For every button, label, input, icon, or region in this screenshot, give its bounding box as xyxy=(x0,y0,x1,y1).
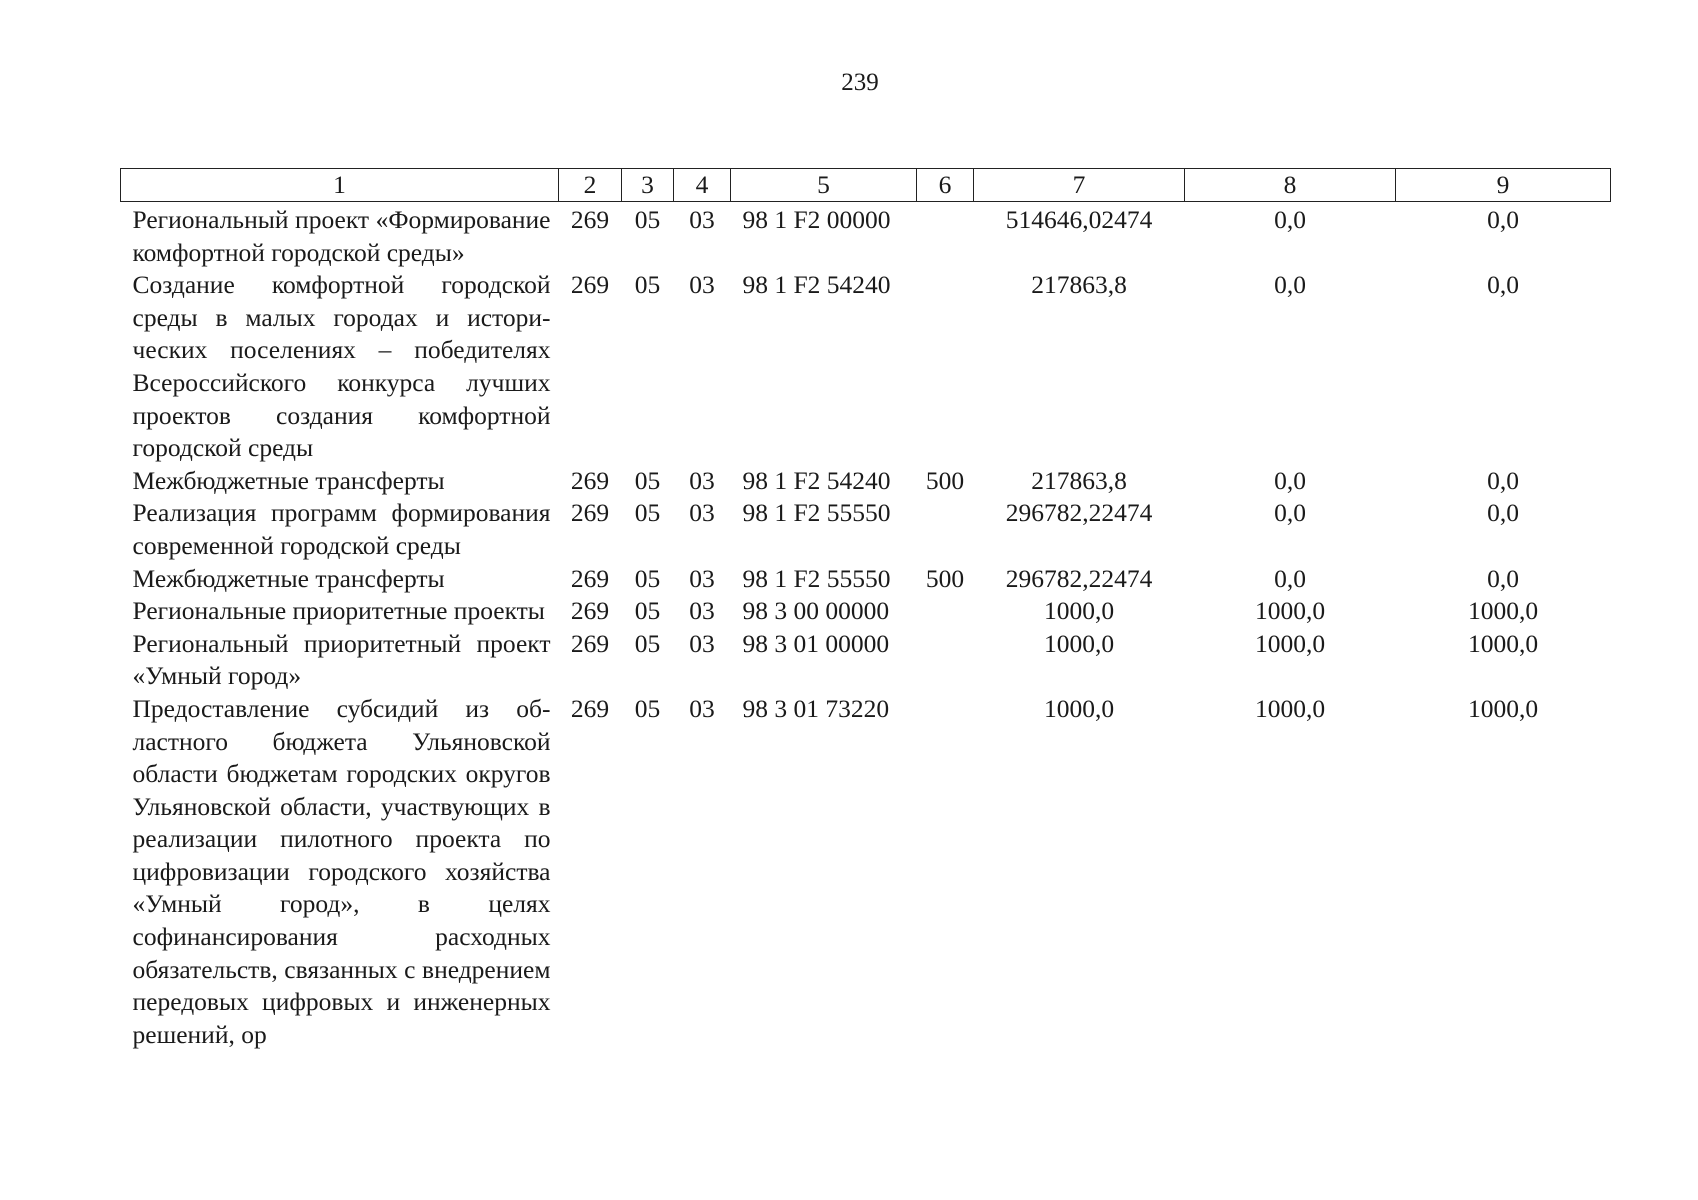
cell-col4: 03 xyxy=(689,563,715,593)
cell-col9: 0,0 xyxy=(1487,498,1519,528)
column-header-4: 4 xyxy=(674,169,731,202)
cell-col8: 1000,0 xyxy=(1254,693,1326,723)
row-name: Предоставление субсидий из областного бюджета Ульяновской области бюджетам городских округов Ульяновской области, участвующих в реализации пилотного проекта по цифровизации городского хозяйства «Умный город», в целях софинансирования расходных обязательств, связанных с внедрением передовых цифровых и инженерных решений, ор xyxy=(132,693,551,1049)
cell-col6: 500 xyxy=(925,465,965,495)
cell-col5: 98 3 00 00000 xyxy=(742,596,890,626)
cell-col3: 05 xyxy=(634,563,661,593)
table-row xyxy=(121,595,1611,628)
cell-col9: 1000,0 xyxy=(1467,693,1539,723)
cell-col5: 98 1 F2 54240 xyxy=(742,270,891,300)
cell-col5: 98 1 F2 00000 xyxy=(742,205,891,234)
cell-col3: 05 xyxy=(634,465,661,495)
cell-col7: 296782,22474 xyxy=(1005,563,1153,593)
column-header-2: 2 xyxy=(559,169,622,202)
row-name: Региональные приоритетные проекты xyxy=(132,596,545,626)
cell-col5: 98 1 F2 55550 xyxy=(742,498,891,528)
table-row xyxy=(121,497,1611,562)
cell-col6 xyxy=(917,497,974,562)
cell-col9: 0,0 xyxy=(1487,563,1519,593)
cell-col5: 98 1 F2 54240 xyxy=(742,465,891,495)
cell-col9: 0,0 xyxy=(1487,465,1519,495)
cell-col3: 05 xyxy=(634,205,661,234)
cell-col7: 1000,0 xyxy=(1043,628,1115,658)
cell-col3: 05 xyxy=(634,270,661,300)
cell-col4: 03 xyxy=(689,596,715,626)
cell-col4: 03 xyxy=(689,270,715,300)
table-row xyxy=(121,563,1611,596)
cell-col8: 1000,0 xyxy=(1254,628,1326,658)
table-row xyxy=(121,202,1611,270)
row-name: Создание комфортной городской среды в малых городах и исторических поселениях – победителях Всероссийского конкурса лучших проектов создания комфортной городской среды xyxy=(132,270,551,463)
cell-col2: 269 xyxy=(570,563,610,593)
cell-col6 xyxy=(917,628,974,693)
cell-col3: 05 xyxy=(634,596,661,626)
cell-col3: 05 xyxy=(634,628,661,658)
column-header-3: 3 xyxy=(622,169,674,202)
cell-col4: 03 xyxy=(689,628,715,658)
cell-col5: 98 3 01 00000 xyxy=(742,628,890,658)
table-row xyxy=(121,269,1611,465)
table-row xyxy=(121,465,1611,498)
column-header-8: 8 xyxy=(1185,169,1396,202)
row-name: Межбюджетные трансферты xyxy=(132,563,445,593)
cell-col8: 0,0 xyxy=(1274,563,1306,593)
cell-col3: 05 xyxy=(634,693,661,723)
cell-col2: 269 xyxy=(570,693,610,723)
cell-col6 xyxy=(917,202,974,270)
column-header-7: 7 xyxy=(974,169,1185,202)
cell-col8: 0,0 xyxy=(1274,270,1306,300)
cell-col6 xyxy=(917,269,974,465)
column-header-9: 9 xyxy=(1396,169,1611,202)
header-row xyxy=(121,169,1611,202)
cell-col8: 0,0 xyxy=(1274,498,1306,528)
cell-col2: 269 xyxy=(570,628,610,658)
cell-col2: 269 xyxy=(570,465,610,495)
page-number: 239 xyxy=(841,69,879,96)
cell-col4: 03 xyxy=(689,498,715,528)
row-name: Реализация программ формирования современной городской среды xyxy=(132,498,551,560)
cell-col2: 269 xyxy=(570,596,610,626)
budget-table xyxy=(120,168,1611,1051)
cell-col8: 0,0 xyxy=(1274,205,1306,234)
column-header-1: 1 xyxy=(121,169,559,202)
cell-col5: 98 3 01 73220 xyxy=(742,693,890,723)
table-row xyxy=(121,628,1611,693)
cell-col7: 1000,0 xyxy=(1043,693,1115,723)
table-row xyxy=(121,693,1611,1052)
row-name: Региональный проект «Формирование комфортной городской среды» xyxy=(132,205,551,267)
cell-col9: 0,0 xyxy=(1487,270,1519,300)
cell-col7: 296782,22474 xyxy=(1005,498,1153,528)
cell-col9: 0,0 xyxy=(1487,205,1519,234)
cell-col8: 1000,0 xyxy=(1254,596,1326,626)
cell-col4: 03 xyxy=(689,205,715,234)
cell-col2: 269 xyxy=(570,205,610,234)
cell-col9: 1000,0 xyxy=(1467,628,1539,658)
cell-col6 xyxy=(917,693,974,1052)
cell-col6 xyxy=(917,595,974,628)
cell-col5: 98 1 F2 55550 xyxy=(742,563,891,593)
row-name: Региональный приоритетный проект «Умный город» xyxy=(132,628,551,691)
cell-col7: 1000,0 xyxy=(1043,596,1115,626)
row-name: Межбюджетные трансферты xyxy=(132,465,445,495)
cell-col2: 269 xyxy=(570,498,610,528)
cell-col7: 217863,8 xyxy=(1031,270,1127,300)
column-header-5: 5 xyxy=(731,169,917,202)
cell-col2: 269 xyxy=(570,270,610,300)
column-header-6: 6 xyxy=(917,169,974,202)
cell-col7: 217863,8 xyxy=(1031,465,1127,495)
cell-col8: 0,0 xyxy=(1274,465,1306,495)
cell-col6: 500 xyxy=(925,563,965,593)
cell-col3: 05 xyxy=(634,498,661,528)
cell-col9: 1000,0 xyxy=(1467,596,1539,626)
cell-col4: 03 xyxy=(689,465,715,495)
cell-col4: 03 xyxy=(689,693,715,723)
cell-col7: 514646,02474 xyxy=(1005,205,1153,234)
